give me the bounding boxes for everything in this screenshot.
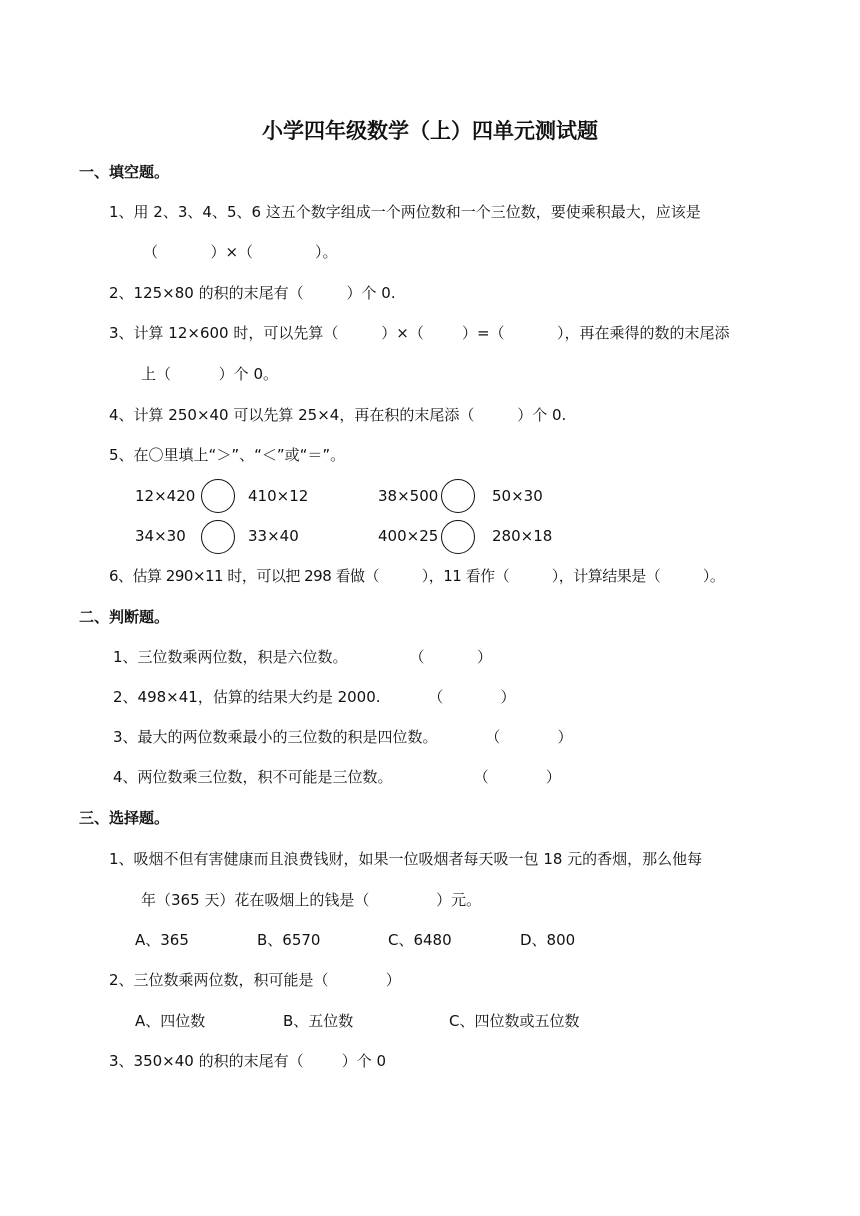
choice-question-3: 3、350×40 的积的末尾有（ ）个 0: [109, 1052, 387, 1070]
compare-answer-circle[interactable]: [201, 520, 235, 554]
question-4: 4、计算 250×40 可以先算 25×4，再在积的末尾添（ ）个 0.: [109, 406, 567, 424]
judge-item: 4、两位数乘三位数，积不可能是三位数。 （ ）: [113, 768, 561, 786]
compare-right: 280×18: [492, 527, 553, 545]
choice-question-1-line-1: 1、吸烟不但有害健康而且浪费钱财，如果一位吸烟者每天吸一包 18 元的香烟，那么他每: [109, 850, 703, 868]
choice-option: B、6570: [257, 931, 321, 949]
choice-option: B、五位数: [283, 1012, 354, 1030]
choice-question-2: 2、三位数乘两位数，积可能是（ ）: [109, 971, 401, 989]
choice-option: C、6480: [388, 931, 452, 949]
compare-left: 400×25: [378, 527, 439, 545]
judge-item: 3、最大的两位数乘最小的三位数的积是四位数。 （ ）: [113, 728, 573, 746]
compare-right: 50×30: [492, 487, 543, 505]
choice-question-1-line-2: 年（365 天）花在吸烟上的钱是（ ）元。: [141, 891, 482, 909]
choice-option: D、800: [520, 931, 576, 949]
question-2: 2、125×80 的积的末尾有（ ）个 0.: [109, 284, 396, 302]
page-title: 小学四年级数学（上）四单元测试题: [262, 119, 598, 143]
compare-left: 12×420: [135, 487, 196, 505]
choice-option: C、四位数或五位数: [449, 1012, 580, 1030]
compare-right: 410×12: [248, 487, 309, 505]
question-1-line-1: 1、用 2、3、4、5、6 这五个数字组成一个两位数和一个三位数，要使乘积最大，应该是: [109, 203, 701, 221]
section-heading-multiple-choice: 三、选择题。: [79, 809, 170, 827]
judge-item: 2、498×41，估算的结果大约是 2000. （ ）: [113, 688, 516, 706]
section-heading-true-false: 二、判断题。: [79, 608, 170, 626]
choice-option: A、365: [135, 931, 189, 949]
section-heading-fill-in: 一、填空题。: [79, 163, 170, 181]
compare-right: 33×40: [248, 527, 299, 545]
question-3-line-2: 上（ ）个 0。: [141, 365, 278, 383]
compare-answer-circle[interactable]: [201, 479, 235, 513]
judge-item: 1、三位数乘两位数，积是六位数。 （ ）: [113, 648, 492, 666]
question-6: 6、估算 290×11 时，可以把 298 看做（ ），11 看作（ ），计算结果是（ ）。: [109, 567, 725, 585]
compare-left: 38×500: [378, 487, 439, 505]
compare-left: 34×30: [135, 527, 186, 545]
choice-option: A、四位数: [135, 1012, 206, 1030]
question-3-line-1: 3、计算 12×600 时，可以先算（ ）×（ ）=（ ），再在乘得的数的末尾添: [109, 324, 730, 342]
question-5: 5、在〇里填上“＞”、“＜”或“＝”。: [109, 446, 346, 464]
compare-answer-circle[interactable]: [441, 520, 475, 554]
compare-answer-circle[interactable]: [441, 479, 475, 513]
question-1-line-2: （ ）×（ ）。: [143, 243, 338, 261]
